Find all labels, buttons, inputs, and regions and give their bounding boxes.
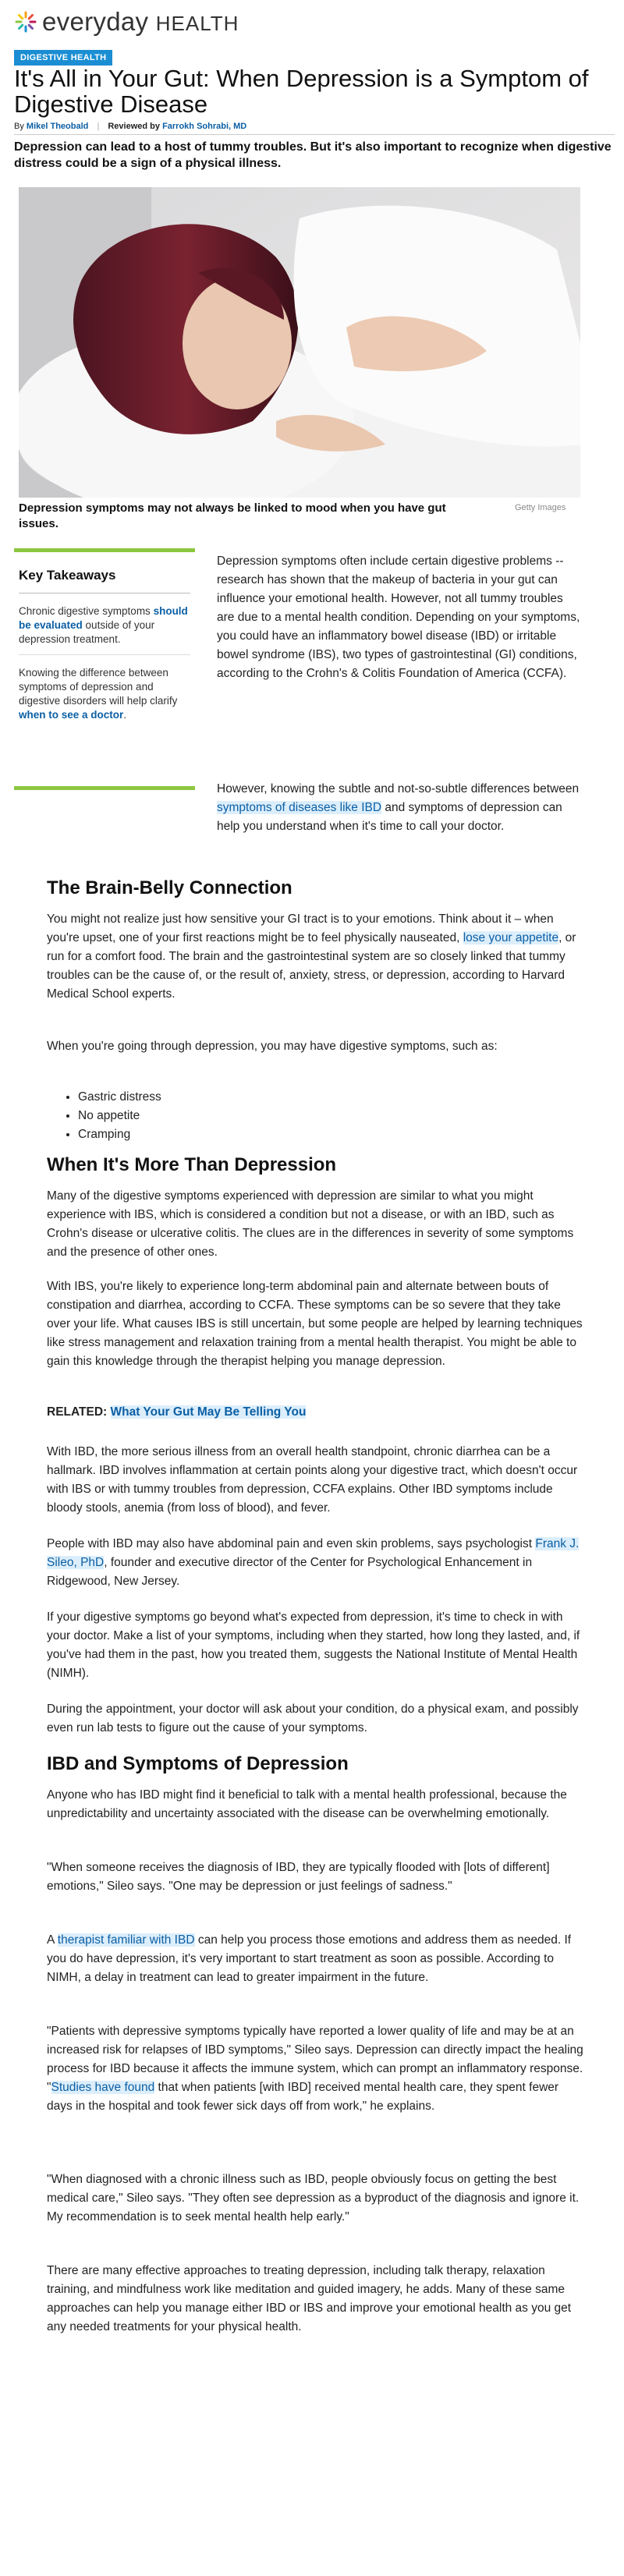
takeaway-2-link[interactable]: when to see a doctor <box>19 709 124 721</box>
image-credit: Getty Images <box>515 503 566 512</box>
studies-link[interactable]: Studies have found <box>51 2081 155 2094</box>
article-dek: Depression can lead to a host of tummy troubles. But it's also important to recognize when digestive distress could be a sign of a physical illness. <box>14 140 612 170</box>
byline-rule <box>14 134 615 135</box>
s2-paragraph-5: If your digestive symptoms go beyond what's expected from depression, it's time to check in with your doctor. Make a list of your symptoms, including when they started, how long they lasted, and, if you've had them in the past, how you treated them, suggests the National Institute of Mental Health (NIMH). <box>47 1610 580 1680</box>
hero-image <box>19 187 580 498</box>
hero-caption: Depression symptoms may not always be linked to mood when you have gut issues. <box>19 501 446 530</box>
s1-p1-text: You might not realize just how sensitive your GI tract is to your emotions. Think about it – when you're upset, one of your first reactions might be to feel physically nauseated, <box>47 912 554 944</box>
related-link-block <box>47 1405 306 1419</box>
byline-divider: | <box>97 122 100 131</box>
brand-sub: HEALTH <box>155 12 239 35</box>
s1-paragraph-2: When you're going through depression, you may have digestive symptoms, such as: <box>47 1040 498 1053</box>
takeaway-item-2 <box>19 666 190 722</box>
s3-p3-text: A <box>47 1933 58 1947</box>
s3-p3-text-end: can help you process those emotions and address them as needed. If you do have depression, it's very important to start treatment as soon as possible. According to NIMH, a delay in treatment can lead to greater impairment in the future. <box>47 1933 572 1984</box>
reviewed-prefix: Reviewed by <box>108 122 160 131</box>
section-tag[interactable]: DIGESTIVE HEALTH <box>14 50 112 66</box>
s2-paragraph-4 <box>47 1535 585 1591</box>
s3-paragraph-1: Anyone who has IBD might find it beneficial to talk with a mental health professional, because the unpredictability and uncertainty associated with the disease can be overwhelming emotionally. <box>47 1788 567 1820</box>
author-link[interactable]: Mikel Theobald <box>26 122 89 131</box>
ibd-depression-heading: IBD and Symptoms of Depression <box>47 1753 349 1774</box>
list-item: • No appetite <box>78 1107 161 1125</box>
s3-paragraph-5: "When diagnosed with a chronic illness such as IBD, people obviously focus on getting the best medical care," Sileo says. "They often see depression as a byproduct of the diagnosis and ignore it. My recommendation is to seek mental health help early." <box>47 2173 580 2223</box>
byline <box>14 122 246 131</box>
s1-paragraph-1 <box>47 910 585 1004</box>
takeaways-divider <box>19 593 190 594</box>
s3-p4-text-end: that when patients [with IBD] received mental health care, they spent fewer days in the hospital and took fewer sick days off from work," he explains. <box>47 2081 559 2113</box>
article-title: It's All in Your Gut: When Depression is a Symptom of Digestive Disease <box>14 65 589 118</box>
site-logo[interactable] <box>14 6 239 37</box>
s2-paragraph-6: During the appointment, your doctor will ask about your condition, do a physical exam, and possibly even run lab tests to figure out the cause of your symptoms. <box>47 1703 579 1734</box>
symptom-list <box>62 1088 161 1144</box>
list-item: • Gastric distress <box>78 1088 161 1107</box>
therapist-ibd-link[interactable]: therapist familiar with IBD <box>57 1933 195 1947</box>
s3-p4-text: "Patients with depressive symptoms typically have reported a lower quality of life and may be at an increased risk for relapses of IBD symptoms," Sileo says. Depression can directly impact the healing process for IBD because it affects the immune system, which can prompt an inflammatory response. " <box>47 2025 583 2094</box>
intro-p2-text-end: and symptoms of depression can help you understand when it's time to call your doctor. <box>217 801 562 833</box>
takeaway-1-link[interactable]: should be evaluated <box>19 605 188 631</box>
brain-belly-heading: The Brain-Belly Connection <box>47 877 292 898</box>
intro-paragraph-1: Depression symptoms often include certain digestive problems -- research has shown that the makeup of bacteria in your gut can influence your emotional health. However, not all tummy troubles are due to a mental health condition. Depending on your symptoms, you could have an inflammatory bowel disease (IBD) or irritable bowel syndrome (IBS), two types of gastrointestinal (GI) conditions, according to the Crohn's & Colitis Foundation of America (CCFA). <box>217 555 580 680</box>
key-takeaways-box <box>14 548 195 790</box>
related-article-link[interactable]: What Your Gut May Be Telling You <box>110 1405 307 1419</box>
s3-paragraph-2: "When someone receives the diagnosis of IBD, they are typically flooded with [lots of different] emotions," Sileo says. "One may be depression or just feelings of sadness." <box>47 1861 550 1893</box>
takeaway-2-text: Knowing the difference between symptoms of depression and digestive disorders will help clarify <box>19 667 178 707</box>
ibd-symptoms-link[interactable]: symptoms of diseases like IBD <box>217 801 382 814</box>
lose-appetite-link[interactable]: lose your appetite <box>463 931 559 944</box>
s2-paragraph-2: With IBS, you're likely to experience long-term abdominal pain and alternate between bouts of constipation and diarrhea, according to CCFA. These symptoms can be so severe that they take over your life. What causes IBS is still uncertain, but some people are helped by learning techniques like stress management and relaxation training from a mental health therapist. You might be able to gain this knowledge through the therapist helping you manage depression. <box>47 1280 583 1368</box>
intro-p2-text: However, knowing the subtle and not-so-subtle differences between <box>217 782 580 795</box>
related-label: RELATED: <box>47 1405 108 1419</box>
s1-p1-text-end: , or run for a comfort food. The brain and the gastrointestinal system are so closely linked that tummy troubles can be the cause of, or the result of, anxiety, stress, or depression, according to Harvard Medical School experts. <box>47 931 576 1001</box>
takeaway-1-text-end: outside of your depression treatment. <box>19 619 155 645</box>
s3-paragraph-3 <box>47 1931 585 1987</box>
takeaways-separator <box>19 654 190 655</box>
list-item: • Cramping <box>78 1125 161 1144</box>
brand-main: everyday <box>42 7 149 36</box>
takeaway-2-text-end: . <box>123 709 127 721</box>
s3-paragraph-4 <box>47 2022 585 2116</box>
s2-p4-text: People with IBD may also have abdominal pain and even skin problems, says psychologist <box>47 1537 536 1550</box>
key-takeaways-heading: Key Takeaways <box>19 568 116 583</box>
takeaway-item-1 <box>19 604 190 647</box>
s3-paragraph-6: There are many effective approaches to treating depression, including talk therapy, relaxation training, and mindfulness work like meditation and guided imagery, he adds. Many of these same approaches can help you manage either IBD or IBS and improve your emotional health as you get any needed treatments for your physical health. <box>47 2264 572 2333</box>
intro-paragraph-2 <box>217 780 583 836</box>
reviewer-link[interactable]: Farrokh Sohrabi, MD <box>162 122 247 131</box>
s2-paragraph-1: Many of the digestive symptoms experienced with depression are similar to what you might experience with IBS, which is considered a condition but not a disease, or with an IBD, such as Crohn's disease or ulcerative colitis. The clues are in the differences in severity of some symptoms and the presence of other ones. <box>47 1189 574 1259</box>
woman-lying-down-image <box>19 187 580 498</box>
sunburst-logo-icon <box>14 10 37 34</box>
takeaway-1-text: Chronic digestive symptoms <box>19 605 154 617</box>
by-prefix: By <box>14 122 24 131</box>
sileo-link[interactable]: Frank J. Sileo, PhD <box>47 1537 580 1569</box>
more-than-depression-heading: When It's More Than Depression <box>47 1154 337 1175</box>
s2-p4-text-end: , founder and executive director of the Center for Psychological Enhancement in Ridgewood, New Jersey. <box>47 1556 533 1588</box>
s2-paragraph-3: With IBD, the more serious illness from an overall health standpoint, chronic diarrhea can be a hallmark. IBD involves inflammation at certain points along your digestive tract, which doesn't occur with IBS or with tummy troubles from depression, CCFA explains. Other IBD symptoms include bloody stools, anemia (from loss of blood), and fever. <box>47 1445 578 1515</box>
